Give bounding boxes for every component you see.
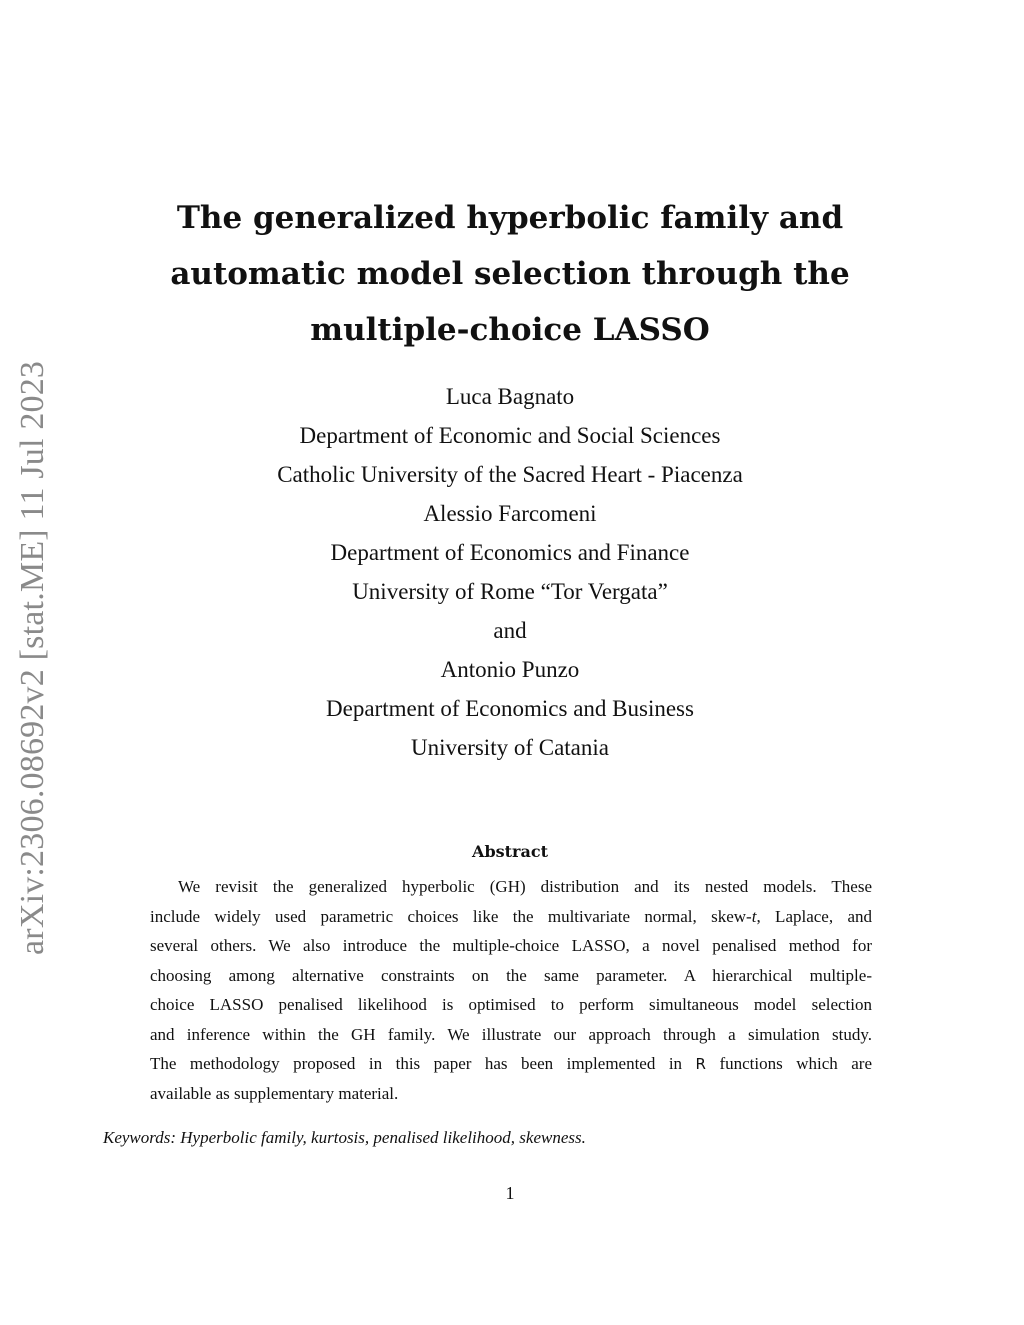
title-line-3: multiple-choice LASSO	[310, 312, 710, 348]
affiliation-department-3: Department of Economics and Business	[326, 696, 694, 721]
abstract-line: available as supplementary material.	[150, 1083, 399, 1103]
affiliation-university-3: University of Catania	[410, 735, 609, 760]
affiliation-department-2: Department of Economics and Finance	[330, 540, 690, 565]
page-number: 1	[505, 1183, 515, 1203]
abstract-heading: Abstract	[472, 842, 548, 861]
abstract-line	[150, 1049, 872, 1079]
author-name-bagnato: Luca Bagnato	[445, 384, 575, 409]
abstract-code-r: R	[695, 1055, 706, 1073]
author-conjunction: and	[493, 618, 527, 643]
abstract-line: choice LASSO penalised likelihood is optimised to perform simultaneous model selection	[150, 995, 872, 1014]
abstract-text: functions which are	[705, 1054, 872, 1073]
abstract-line: We revisit the generalized hyperbolic (GH) distribution and its nested models. These	[178, 877, 872, 896]
abstract-line	[150, 902, 872, 932]
authors-block	[160, 377, 860, 767]
keywords-line: Keywords: Hyperbolic family, kurtosis, penalised likelihood, skewness.	[103, 1128, 586, 1147]
author-name-farcomeni: Alessio Farcomeni	[423, 501, 597, 526]
arxiv-identifier-stamp: arXiv:2306.08692v2 [stat.ME] 11 Jul 2023	[14, 360, 51, 955]
title-line-2: automatic model selection through the	[170, 256, 850, 292]
affiliation-department-1: Department of Economic and Social Sciences	[299, 423, 721, 448]
affiliation-university-1: Catholic University of the Sacred Heart - Piacenza	[277, 462, 743, 487]
title-line-1: The generalized hyperbolic family and	[176, 200, 844, 236]
abstract-line: several others. We also introduce the multiple-choice LASSO, a novel penalised method for	[150, 936, 872, 955]
abstract-body	[150, 872, 872, 1108]
paper-title	[140, 190, 880, 358]
abstract-italic-symbol: t	[751, 906, 757, 926]
abstract-text: , Laplace, and	[756, 906, 872, 926]
abstract-line: choosing among alternative constraints on the same parameter. A hierarchical multiple-	[150, 965, 872, 985]
abstract-text: include widely used parametric choices like the multivariate normal, skew-	[150, 906, 752, 926]
author-name-punzo: Antonio Punzo	[440, 657, 580, 682]
affiliation-university-2: University of Rome “Tor Vergata”	[352, 579, 668, 604]
abstract-line: and inference within the GH family. We illustrate our approach through a simulation study.	[150, 1024, 872, 1044]
abstract-text: The methodology proposed in this paper has been implemented in	[150, 1054, 696, 1073]
